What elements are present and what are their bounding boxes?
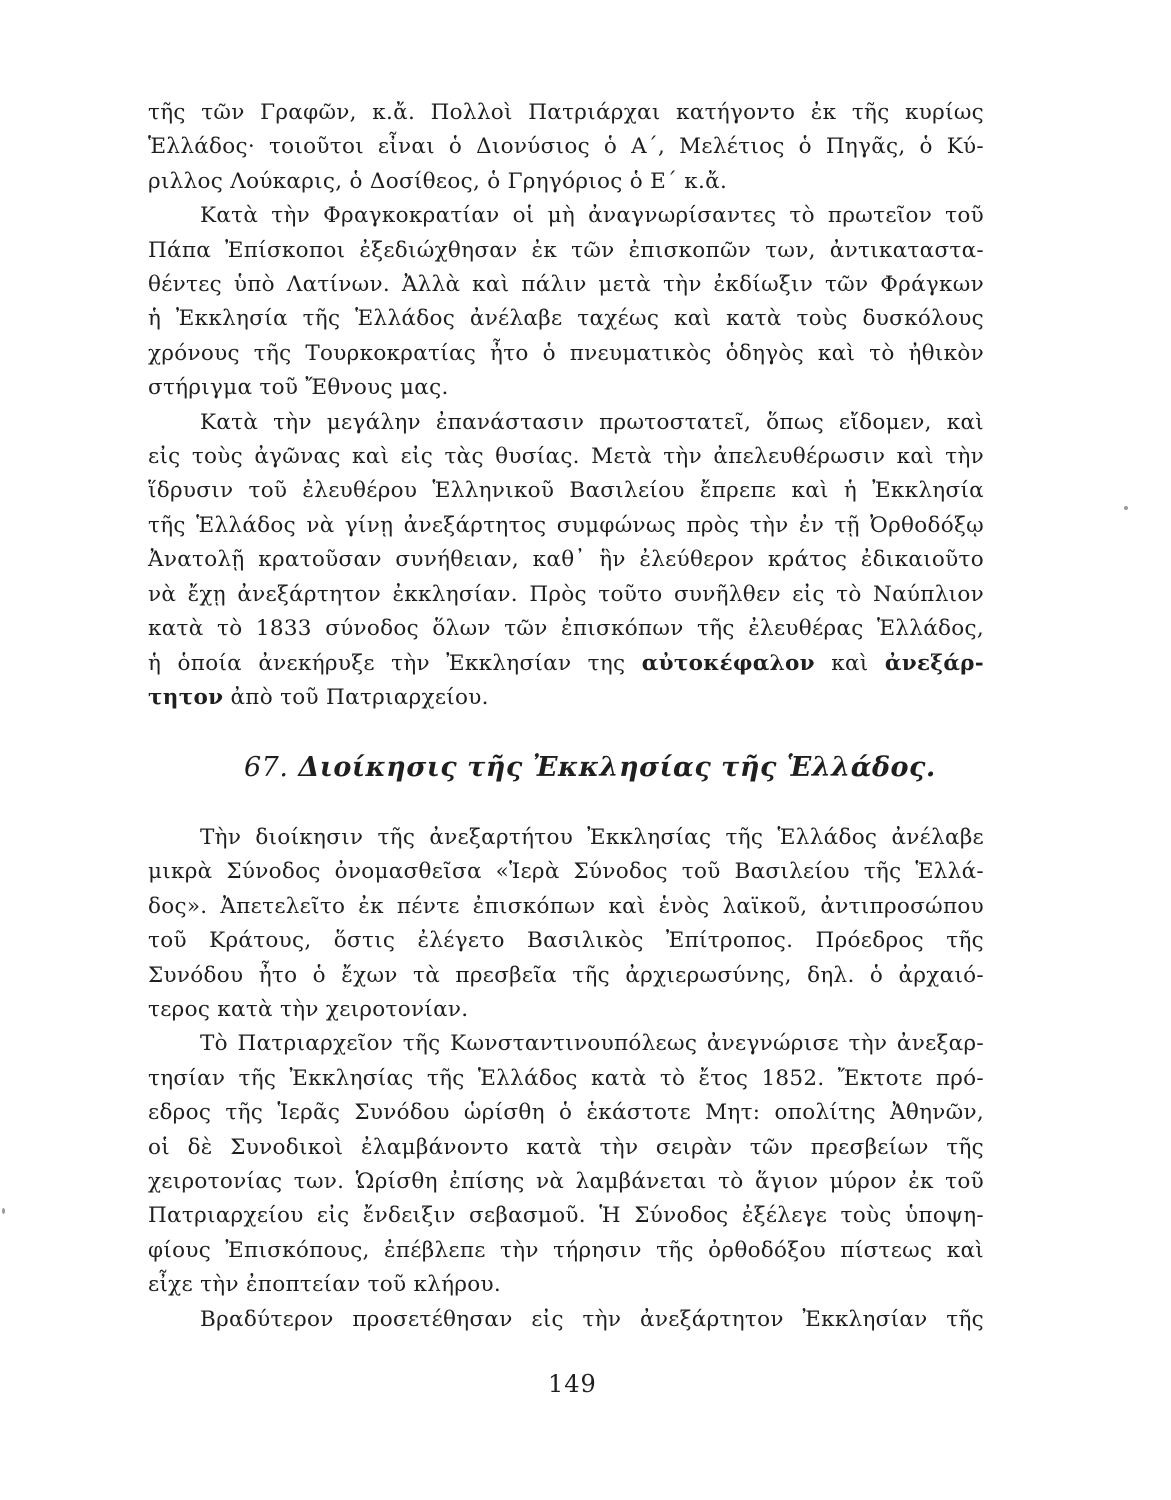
text-line: Κατὰ τὴν Φραγκοκρατίαν οἱ μὴ ἀναγνωρίσαντες τὸ πρωτεῖον τοῦ: [200, 203, 984, 229]
paragraph-revolution: [148, 406, 984, 716]
text-line: Βραδύτερον προσετέθησαν εἰς τὴν ἀνεξάρτητον Ἐκκλησίαν τῆς: [200, 1306, 984, 1332]
text-line: μικρὰ Σύνοδος ὀνομασθεῖσα «Ἱερὰ Σύνοδος τοῦ Βασιλείου τῆς Ἑλλά-: [148, 859, 984, 885]
page-number: 149: [548, 1370, 597, 1398]
text-line-mixed: [148, 647, 984, 681]
text-line: οἱ δὲ Συνοδικοὶ ἐλαμβάνοντο κατὰ τὴν σειρὰν τῶν πρεσβείων τῆς: [148, 1134, 984, 1160]
text-line: εδρος τῆς Ἱερᾶς Συνόδου ὡρίσθη ὁ ἑκάστοτε Μητ: οπολίτης Ἀθηνῶν,: [148, 1100, 984, 1126]
text-line: Ἀνατολῇ κρατοῦσαν συνήθειαν, καθ᾽ ἣν ἐλεύθερον κράτος ἐδικαιοῦτο: [148, 547, 984, 573]
text-line: Συνόδου ἦτο ὁ ἔχων τὰ πρεσβεῖα τῆς ἀρχιερωσύνης, δηλ. ὁ ἀρχαιό-: [148, 962, 984, 988]
bold-term-autokefalon: αὐτοκέφαλον: [641, 650, 815, 676]
text-line: χρόνους τῆς Τουρκοκρατίας ἦτο ὁ πνευματικὸς ὁδηγὸς καὶ τὸ ἠθικὸν: [148, 340, 984, 366]
paragraph-frankish-rule: [148, 199, 984, 405]
text-line: νὰ ἔχῃ ἀνεξάρτητον ἐκκλησίαν. Πρὸς τοῦτο συνῆλθεν εἰς τὸ Ναύπλιον: [148, 581, 984, 607]
text-line: Τὸ Πατριαρχεῖον τῆς Κωνσταντινουπόλεως ἀνεγνώρισε τὴν ἀνεξαρ-: [200, 1031, 984, 1057]
text-fragment: ἡ ὁποία ἀνεκήρυξε τὴν Ἐκκλησίαν της: [148, 650, 626, 676]
paper-speck: [1124, 506, 1128, 510]
text-line: τῆς Ἑλλάδος νὰ γίνῃ ἀνεξάρτητος συμφώνως πρὸς τὴν ἐν τῇ Ὀρθοδόξῳ: [148, 512, 984, 538]
text-line: ἵδρυσιν τοῦ ἐλευθέρου Ἑλληνικοῦ Βασιλείου ἔπρεπε καὶ ἡ Ἐκκλησία: [148, 478, 984, 504]
text-line: φίους Ἐπισκόπους, ἐπέβλεπε τὴν τήρησιν τῆς ὀρθοδόξου πίστεως καὶ: [148, 1237, 984, 1263]
text-line: χειροτονίας των. Ὡρίσθη ἐπίσης νὰ λαμβάνεται τὸ ἅγιον μύρον ἐκ τοῦ: [148, 1169, 984, 1195]
section-1-text: [148, 96, 984, 715]
bold-term-anexartiton-part2: τητον: [148, 684, 224, 710]
text-line: θέντες ὑπὸ Λατίνων. Ἀλλὰ καὶ πάλιν μετὰ τὴν ἐκδίωξιν τῶν Φράγκων: [148, 272, 984, 298]
paragraph-patriarchs: [148, 96, 984, 199]
section-number: 67.: [244, 752, 289, 783]
text-fragment: ἀπὸ τοῦ Πατριαρχείου.: [230, 684, 489, 710]
text-line: ἡ Ἐκκλησία τῆς Ἑλλάδος ἀνέλαβε ταχέως καὶ κατὰ τοὺς δυσκόλους: [148, 306, 984, 332]
section-2-text: [148, 821, 984, 1337]
text-line: τερος κατὰ τὴν χειροτονίαν.: [148, 997, 469, 1023]
text-line: κατὰ τὸ 1833 σύνοδος ὅλων τῶν ἐπισκόπων τῆς ἐλευθέρας Ἑλλάδος,: [148, 616, 984, 642]
text-line: τησίαν τῆς Ἐκκλησίας τῆς Ἑλλάδος κατὰ τὸ ἔτος 1852. Ἔκτοτε πρό-: [148, 1065, 984, 1091]
text-line: Κατὰ τὴν μεγάλην ἐπανάστασιν πρωτοστατεῖ, ὅπως εἴδομεν, καὶ: [200, 409, 984, 435]
paragraph-patriarchate-recognition: [148, 1027, 984, 1302]
bold-term-anexartiton-part1: ἀνεξάρ-: [884, 650, 985, 676]
section-title: Διοίκησις τῆς Ἐκκλησίας τῆς Ἑλλάδος.: [298, 752, 936, 783]
text-line: τοῦ Κράτους, ὅστις ἐλέγετο Βασιλικὸς Ἐπίτροπος. Πρόεδρος τῆς: [148, 928, 984, 954]
text-line: ριλλος Λούκαρις, ὁ Δοσίθεος, ὁ Γρηγόριος ὁ Ε΄ κ.ἄ.: [148, 168, 728, 194]
text-line: δος». Ἀπετελεῖτο ἐκ πέντε ἐπισκόπων καὶ ἑνὸς λαϊκοῦ, ἀντιπροσώπου: [148, 893, 984, 919]
paragraph-holy-synod: [148, 821, 984, 1027]
text-line: Πάπα Ἐπίσκοποι ἐξεδιώχθησαν ἐκ τῶν ἐπισκοπῶν των, ἀντικαταστα-: [148, 237, 984, 263]
text-line-mixed: [148, 681, 984, 715]
text-line: Τὴν διοίκησιν τῆς ἀνεξαρτήτου Ἐκκλησίας τῆς Ἑλλάδος ἀνέλαβε: [200, 825, 984, 850]
text-line: τῆς τῶν Γραφῶν, κ.ἄ. Πολλοὶ Πατριάρχαι κατήγοντο ἐκ τῆς κυρίως: [148, 100, 984, 125]
text-line: εἶχε τὴν ἐποπτείαν τοῦ κλήρου.: [148, 1272, 502, 1298]
paper-speck: [2, 1208, 5, 1214]
section-heading: [244, 752, 936, 783]
text-fragment: καὶ: [831, 650, 869, 676]
text-line: Πατριαρχείου εἰς ἔνδειξιν σεβασμοῦ. Ἡ Σύνοδος ἐξέλεγε τοὺς ὑποψη-: [148, 1203, 984, 1229]
text-line: Ἑλλάδος· τοιοῦτοι εἶναι ὁ Διονύσιος ὁ Α΄, Μελέτιος ὁ Πηγᾶς, ὁ Κύ-: [148, 134, 984, 160]
text-line: εἰς τοὺς ἀγῶνας καὶ εἰς τὰς θυσίας. Μετὰ τὴν ἀπελευθέρωσιν καὶ τὴν: [148, 444, 984, 470]
paragraph-later-additions: [148, 1303, 984, 1337]
text-line: στήριγμα τοῦ Ἔθνους μας.: [148, 375, 449, 401]
